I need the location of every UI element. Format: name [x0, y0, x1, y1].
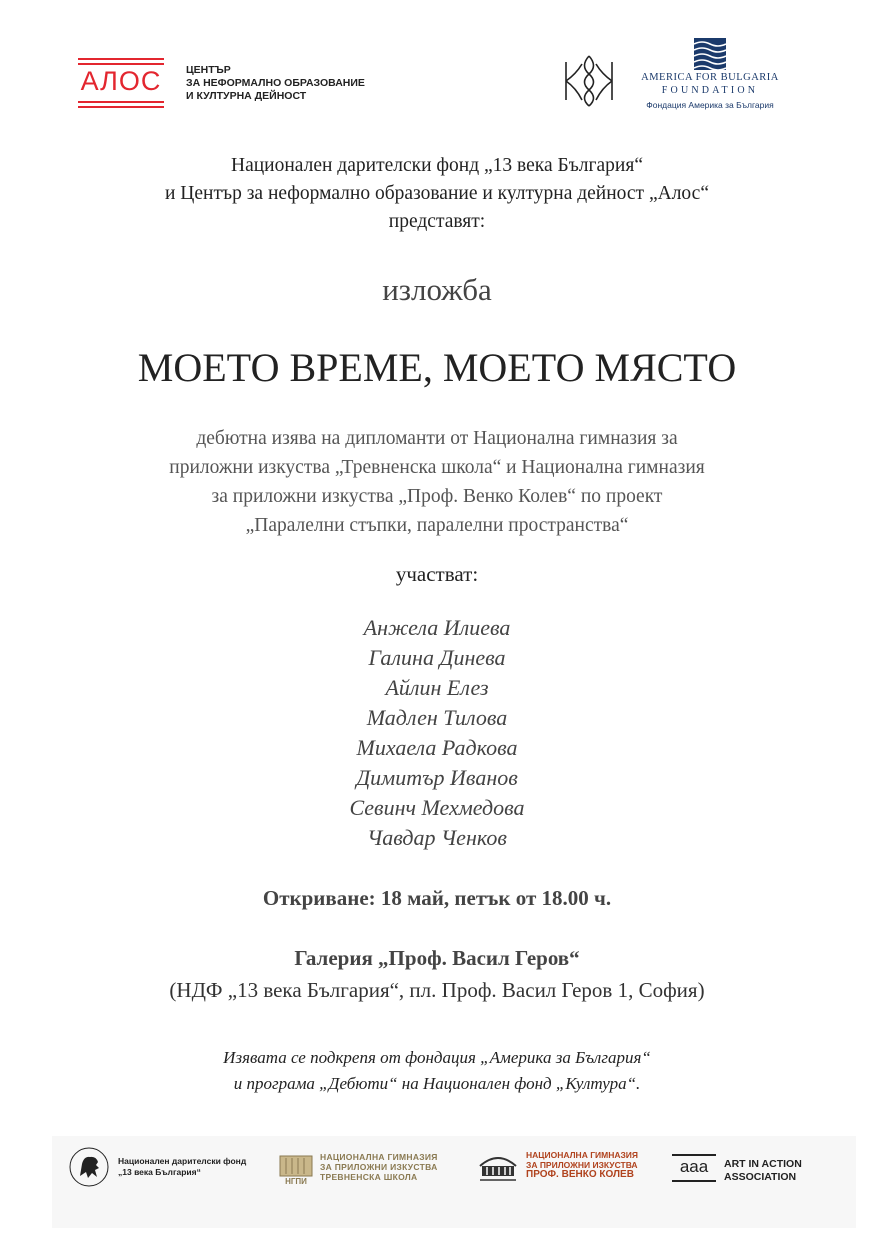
tryavna-school-building-icon — [278, 1152, 314, 1186]
gallery-address: (НДФ „13 века България“, пл. Проф. Васил Геров 1, София) — [169, 978, 705, 1002]
presenters: Национален дарителски фонд „13 века България“ и Център за неформално образование и културна дейност „Алос“ представят: — [165, 155, 709, 232]
afb-bg-name: Фондация Америка за България — [646, 100, 774, 110]
partners-footer — [52, 1136, 856, 1228]
alos-logo-text: АЛОС — [80, 66, 162, 96]
partner-13-centuries-name: Национален дарителски фонд „13 века България“ — [118, 1156, 247, 1177]
alos-org-name: ЦЕНТЪР ЗА НЕФОРМАЛНО ОБРАЗОВАНИЕ И КУЛТУРНА ДЕЙНОСТ — [186, 64, 365, 102]
afb-foundation: FOUNDATION — [661, 85, 759, 96]
fund-13-centuries-mark-icon — [562, 52, 616, 110]
participant-name: Димитър Иванов — [356, 765, 518, 790]
afb-name: AMERICA FOR BULGARIA — [641, 72, 779, 83]
partner-art-in-action-name: ART IN ACTION ASSOCIATION — [724, 1158, 802, 1183]
partner-tryavna-school-name: НАЦИОНАЛНА ГИМНАЗИЯ ЗА ПРИЛОЖНИ ИЗКУСТВА ТРЕВНЕНСКА ШКОЛА — [320, 1152, 438, 1182]
event-kind: изложба — [382, 272, 492, 307]
participant-name: Анжела Илиева — [363, 615, 511, 640]
participant-name: Михаела Радкова — [356, 735, 518, 760]
description: дебютна изява на дипломанти от Национална гимназия за приложни изкуства „Тревненска школа“ и Национална гимназия за приложни изкуства „Проф. Венко Колев“ по проект „Паралелни стъпки, паралелни пространства“ — [169, 428, 705, 536]
participant-name: Айлин Елез — [385, 675, 489, 700]
alos-logo — [78, 58, 166, 108]
gallery-name: Галерия „Проф. Васил Геров“ — [294, 946, 580, 970]
participants-list — [0, 613, 874, 853]
lion-seal-icon — [68, 1146, 110, 1188]
art-in-action-logo: aaa — [672, 1154, 716, 1182]
participant-name: Мадлен Тилова — [366, 705, 508, 730]
participant-name: Севинч Мехмедова — [349, 795, 525, 820]
participant-name: Чавдар Ченков — [367, 825, 507, 850]
partner-venko-kolev-school-name: НАЦИОНАЛНА ГИМНАЗИЯ ЗА ПРИЛОЖНИ ИЗКУСТВА ПРОФ. ВЕНКО КОЛЕВ — [526, 1150, 639, 1180]
venko-kolev-school-icon — [476, 1150, 520, 1184]
participants-label: участват: — [395, 562, 479, 586]
tryavna-school-mark: НГПИ — [285, 1177, 307, 1186]
support-note: Изявата се подкрепя от фондация „Америка за България“ и програма „Дебюти“ на Национален фонд „Култура“. — [223, 1048, 651, 1093]
america-for-bulgaria-logo — [640, 38, 780, 112]
opening-info: Откриване: 18 май, петък от 18.00 ч. — [262, 886, 612, 910]
participant-name: Галина Динева — [368, 645, 506, 670]
exhibition-title: МОЕТО ВРЕМЕ, МОЕТО МЯСТО — [137, 345, 737, 390]
afb-waves-icon — [694, 38, 726, 70]
